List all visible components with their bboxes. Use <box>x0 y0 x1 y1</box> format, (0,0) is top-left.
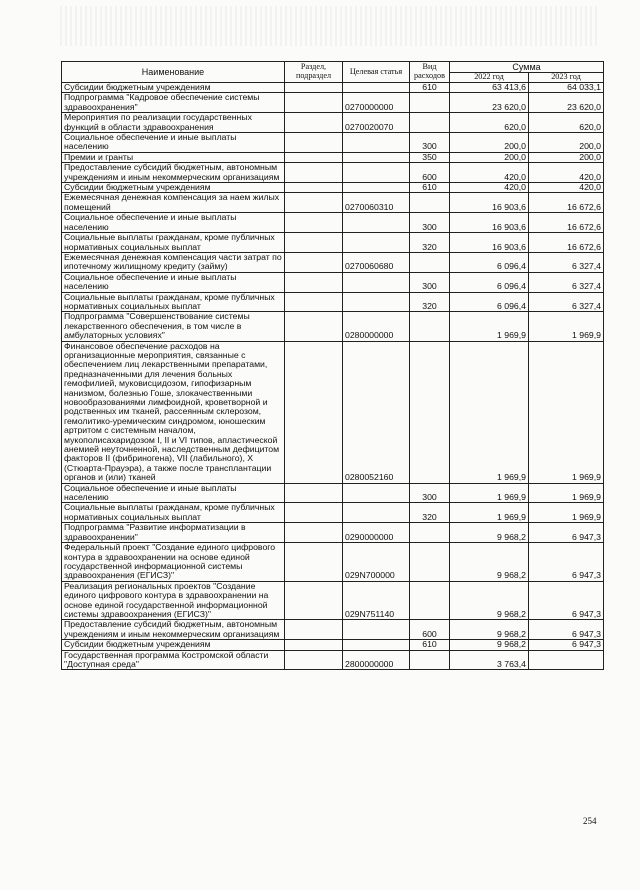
cell-name: Мероприятия по реализации государственных функций в области здравоохранения <box>62 113 285 133</box>
table-row <box>62 152 604 162</box>
cell-2023 <box>529 650 604 670</box>
cell-name: Подпрограмма "Кадровое обеспечение системы здравоохранения" <box>62 93 285 113</box>
cell-section <box>285 483 343 503</box>
cell-name: Реализация региональных проектов "Создание единого цифрового контура в здравоохранении на основе единой государственной информационной системы здравоохранения (ЕГИСЗ)" <box>62 581 285 620</box>
cell-section <box>285 193 343 213</box>
cell-target <box>343 640 410 650</box>
cell-kind: 320 <box>410 233 450 253</box>
cell-2023: 64 033,1 <box>529 83 604 93</box>
cell-2022: 1 969,9 <box>450 483 529 503</box>
cell-kind <box>410 113 450 133</box>
cell-section <box>285 292 343 312</box>
table-row <box>62 213 604 233</box>
table-body <box>62 83 604 670</box>
cell-2022: 420,0 <box>450 163 529 183</box>
cell-2022: 1 969,9 <box>450 503 529 523</box>
cell-section <box>285 93 343 113</box>
table-header <box>62 62 604 83</box>
cell-2023: 16 672,6 <box>529 233 604 253</box>
cell-name: Социальное обеспечение и иные выплаты населению <box>62 133 285 153</box>
cell-section <box>285 163 343 183</box>
cell-kind: 600 <box>410 620 450 640</box>
cell-2023: 1 969,9 <box>529 483 604 503</box>
cell-2023: 16 672,6 <box>529 213 604 233</box>
table-row <box>62 163 604 183</box>
cell-2023: 6 327,4 <box>529 252 604 272</box>
cell-kind <box>410 581 450 620</box>
cell-2022: 9 968,2 <box>450 523 529 543</box>
cell-2022: 9 968,2 <box>450 581 529 620</box>
table-row <box>62 581 604 620</box>
cell-section <box>285 312 343 341</box>
cell-section <box>285 543 343 582</box>
cell-2023: 23 620,0 <box>529 93 604 113</box>
col-header-name: Наименование <box>62 62 285 83</box>
cell-target: 0280000000 <box>343 312 410 341</box>
cell-target: 0290000000 <box>343 523 410 543</box>
cell-name: Социальное обеспечение и иные выплаты населению <box>62 272 285 292</box>
cell-2022: 200,0 <box>450 133 529 153</box>
table-row <box>62 233 604 253</box>
col-header-section: Раздел, подраздел <box>285 62 343 83</box>
cell-2022: 6 096,4 <box>450 292 529 312</box>
cell-kind: 300 <box>410 213 450 233</box>
cell-2023: 16 672,6 <box>529 193 604 213</box>
cell-kind <box>410 341 450 483</box>
cell-2023: 6 327,4 <box>529 272 604 292</box>
cell-target <box>343 213 410 233</box>
cell-section <box>285 83 343 93</box>
cell-name: Государственная программа Костромской области "Доступная среда" <box>62 650 285 670</box>
cell-2023: 6 947,3 <box>529 640 604 650</box>
cell-kind <box>410 312 450 341</box>
cell-2022: 1 969,9 <box>450 312 529 341</box>
table-row <box>62 93 604 113</box>
cell-section <box>285 581 343 620</box>
table-row <box>62 503 604 523</box>
table-row <box>62 620 604 640</box>
cell-section <box>285 133 343 153</box>
cell-target: 0270020070 <box>343 113 410 133</box>
cell-target: 029N700000 <box>343 543 410 582</box>
cell-name: Социальные выплаты гражданам, кроме публичных нормативных социальных выплат <box>62 292 285 312</box>
cell-kind: 610 <box>410 640 450 650</box>
cell-target <box>343 133 410 153</box>
cell-2022: 16 903,6 <box>450 193 529 213</box>
cell-name: Предоставление субсидий бюджетным, автономным учреждениям и иным некоммерческим организациям <box>62 620 285 640</box>
cell-name: Премии и гранты <box>62 152 285 162</box>
table-row <box>62 640 604 650</box>
cell-name: Субсидии бюджетным учреждениям <box>62 83 285 93</box>
cell-kind: 610 <box>410 83 450 93</box>
cell-target: 0270060680 <box>343 252 410 272</box>
cell-2023: 1 969,9 <box>529 312 604 341</box>
cell-2022: 200,0 <box>450 152 529 162</box>
cell-kind: 600 <box>410 163 450 183</box>
cell-2023: 1 969,9 <box>529 341 604 483</box>
cell-kind: 300 <box>410 272 450 292</box>
table-row <box>62 483 604 503</box>
cell-kind: 610 <box>410 183 450 193</box>
cell-name: Федеральный проект "Создание единого цифрового контура в здравоохранении на основе единой государственной информационной системы здравоохранения (ЕГИСЗ)" <box>62 543 285 582</box>
cell-name: Подпрограмма "Развитие информатизации в здравоохранении" <box>62 523 285 543</box>
cell-name: Социальные выплаты гражданам, кроме публичных нормативных социальных выплат <box>62 233 285 253</box>
cell-2023: 6 947,3 <box>529 543 604 582</box>
cell-section <box>285 640 343 650</box>
cell-target: 0280052160 <box>343 341 410 483</box>
table-row <box>62 272 604 292</box>
cell-2023: 6 947,3 <box>529 620 604 640</box>
cell-section <box>285 272 343 292</box>
cell-2022: 16 903,6 <box>450 213 529 233</box>
cell-kind: 300 <box>410 133 450 153</box>
table-row <box>62 83 604 93</box>
cell-target <box>343 163 410 183</box>
cell-kind: 350 <box>410 152 450 162</box>
cell-2022: 420,0 <box>450 183 529 193</box>
cell-target <box>343 183 410 193</box>
cell-name: Субсидии бюджетным учреждениям <box>62 640 285 650</box>
cell-section <box>285 233 343 253</box>
cell-target <box>343 272 410 292</box>
cell-2022: 1 969,9 <box>450 341 529 483</box>
table-row <box>62 193 604 213</box>
cell-target: 029N751140 <box>343 581 410 620</box>
cell-name: Социальные выплаты гражданам, кроме публичных нормативных социальных выплат <box>62 503 285 523</box>
table-row <box>62 292 604 312</box>
cell-kind: 320 <box>410 503 450 523</box>
cell-2022: 16 903,6 <box>450 233 529 253</box>
cell-kind: 320 <box>410 292 450 312</box>
cell-section <box>285 152 343 162</box>
table-row <box>62 183 604 193</box>
col-header-sum: Сумма <box>450 62 604 73</box>
cell-target <box>343 483 410 503</box>
cell-target: 0270000000 <box>343 93 410 113</box>
cell-2022: 23 620,0 <box>450 93 529 113</box>
cell-kind <box>410 523 450 543</box>
cell-2022: 6 096,4 <box>450 272 529 292</box>
cell-section <box>285 213 343 233</box>
cell-target <box>343 152 410 162</box>
col-header-kind: Вид расходов <box>410 62 450 83</box>
cell-target <box>343 503 410 523</box>
cell-name: Ежемесячная денежная компенсация части затрат по ипотечному жилищному кредиту (займу) <box>62 252 285 272</box>
budget-table <box>61 61 604 670</box>
table-row <box>62 113 604 133</box>
cell-2022: 9 968,2 <box>450 543 529 582</box>
cell-name: Ежемесячная денежная компенсация за наем жилых помещений <box>62 193 285 213</box>
cell-section <box>285 252 343 272</box>
cell-target: 2800000000 <box>343 650 410 670</box>
cell-2023: 620,0 <box>529 113 604 133</box>
table-row <box>62 650 604 670</box>
cell-kind <box>410 543 450 582</box>
cell-2023: 1 969,9 <box>529 503 604 523</box>
cell-section <box>285 523 343 543</box>
col-header-2023: 2023 год <box>529 73 604 83</box>
cell-2023: 420,0 <box>529 183 604 193</box>
cell-2022: 620,0 <box>450 113 529 133</box>
cell-kind <box>410 193 450 213</box>
cell-target <box>343 292 410 312</box>
cell-section <box>285 113 343 133</box>
cell-2022: 6 096,4 <box>450 252 529 272</box>
cell-2022: 3 763,4 <box>450 650 529 670</box>
cell-target: 0270060310 <box>343 193 410 213</box>
cell-name: Социальное обеспечение и иные выплаты населению <box>62 483 285 503</box>
table-row <box>62 252 604 272</box>
cell-name: Предоставление субсидий бюджетным, автономным учреждениям и иным некоммерческим организациям <box>62 163 285 183</box>
cell-target <box>343 620 410 640</box>
cell-name: Субсидии бюджетным учреждениям <box>62 183 285 193</box>
cell-2023: 6 947,3 <box>529 523 604 543</box>
cell-target <box>343 83 410 93</box>
col-header-target: Целевая статья <box>343 62 410 83</box>
col-header-2022: 2022 год <box>450 73 529 83</box>
cell-section <box>285 341 343 483</box>
scan-noise <box>60 6 600 46</box>
cell-kind <box>410 252 450 272</box>
cell-section <box>285 620 343 640</box>
cell-kind <box>410 650 450 670</box>
cell-section <box>285 183 343 193</box>
table-row <box>62 312 604 341</box>
cell-2023: 420,0 <box>529 163 604 183</box>
table-row <box>62 341 604 483</box>
cell-2022: 9 968,2 <box>450 640 529 650</box>
cell-name: Подпрограмма "Совершенствование системы лекарственного обеспечения, в том числе в амбулаторных условиях" <box>62 312 285 341</box>
cell-section <box>285 503 343 523</box>
cell-2023: 200,0 <box>529 152 604 162</box>
cell-kind <box>410 93 450 113</box>
page-number: 254 <box>583 816 597 826</box>
table-row <box>62 543 604 582</box>
cell-name: Социальное обеспечение и иные выплаты населению <box>62 213 285 233</box>
table-row <box>62 133 604 153</box>
cell-2023: 200,0 <box>529 133 604 153</box>
table-row <box>62 523 604 543</box>
cell-2022: 9 968,2 <box>450 620 529 640</box>
cell-target <box>343 233 410 253</box>
cell-name: Финансовое обеспечение расходов на организационные мероприятия, связанные с обеспечением лиц лекарственными препаратами, предназначенными для лечения больных гемофилией, муковисцидозом, гипофизарным нанизмом, болезнью Гоше, злокачественными новообразованиями лимфоидной, кроветворной и родственных им тканей, рассеянным склерозом, гемолитико-уремическим синдромом, юношеским артритом с системным началом, мукополисахаридозом I, II и VI типов, апластической анемией неуточненной, наследственным дефицитом факторов II (фибриногена), VII (лабильного), X (Стюарта-Прауэра), а также после трансплантации органов и (или) тканей <box>62 341 285 483</box>
cell-section <box>285 650 343 670</box>
cell-2023: 6 947,3 <box>529 581 604 620</box>
cell-kind: 300 <box>410 483 450 503</box>
cell-2023: 6 327,4 <box>529 292 604 312</box>
cell-2022: 63 413,6 <box>450 83 529 93</box>
